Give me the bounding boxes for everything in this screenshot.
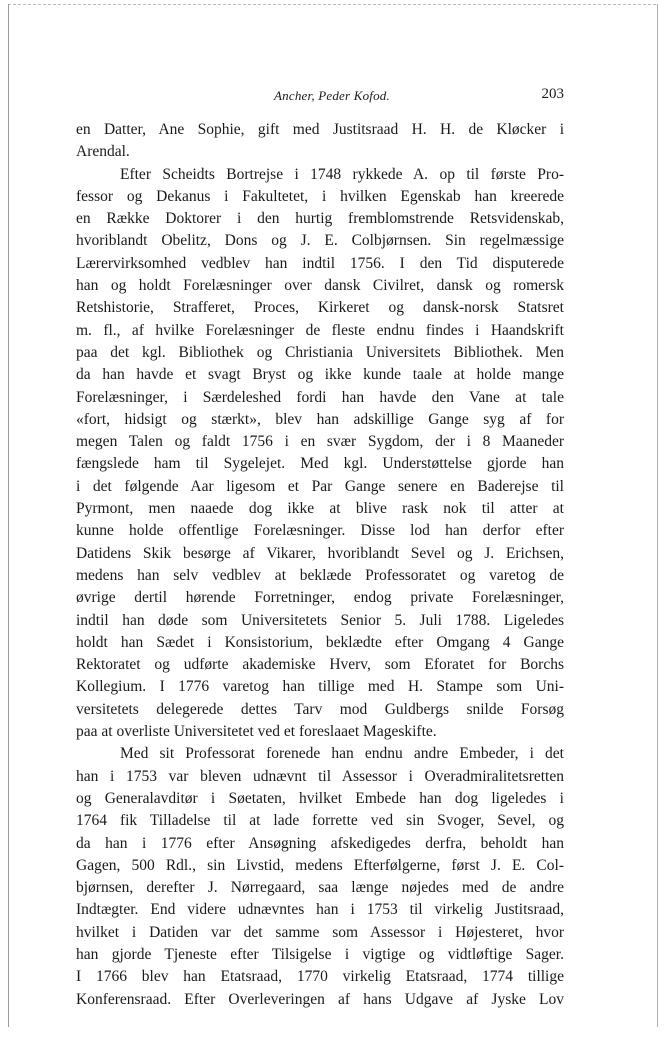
page-number: 203 [541, 86, 564, 102]
text-line: Gagen, 500 Rdl., sin Livstid, medens Efterfølgerne, først J. E. Col- [76, 856, 564, 874]
text-line: kunne holde offentlige Forelæsninger. Disse lod han derfor efter [76, 522, 564, 540]
text-line: Efter Scheidts Bortrejse i 1748 rykkede A. op til første Pro- [120, 165, 564, 183]
text-line: hvilket i Datiden var det samme som Assessor i Højesteret, hvor [76, 923, 564, 941]
text-line: paa at overliste Universitetet ved et foreslaaet Mageskifte. [76, 723, 437, 741]
text-line: han i 1753 var bleven udnævnt til Assessor i Overadmiralitetsretten [76, 767, 564, 785]
text-line: Indtægter. End videre udnævntes han i 1753 til virkelig Justitsraad, [76, 901, 564, 919]
page-top-edge [8, 4, 656, 6]
page-right-edge [657, 4, 658, 1027]
text-line: øvrige dertil hørende Forretninger, endog private Forelæsninger, [76, 589, 564, 607]
text-line: Pyrmont, men naaede dog ikke at blive rask nok til atter at [76, 500, 564, 518]
text-line: da han havde et svagt Bryst og ikke kunde taale at holde mange [76, 366, 564, 384]
text-line: indtil han døde som Universitetets Senior 5. Juli 1788. Ligeledes [76, 611, 564, 629]
text-line: Med sit Professorat forenede han endnu andre Embeder, i det [120, 745, 564, 763]
text-line: bjørnsen, derefter J. Nørregaard, saa længe nøjedes med de andre [76, 879, 564, 897]
text-line: megen Talen og faldt 1756 i en svær Sygdom, der i 8 Maaneder [76, 433, 564, 451]
text-line: m. fl., af hvilke Forelæsninger de fleste endnu findes i Haandskrift [76, 321, 564, 339]
text-line: Lærervirksomhed vedblev han indtil 1756. I den Tid disputerede [76, 254, 564, 272]
text-line: medens han selv vedblev at beklæde Professoratet og varetog de [76, 566, 564, 584]
text-line: Kollegium. I 1776 varetog han tillige med H. Stampe som Uni- [76, 678, 564, 696]
text-line: 1764 fik Tilladelse til at lade forrette ved sin Svoger, Sevel, og [76, 812, 564, 830]
page-left-edge [8, 4, 9, 1027]
text-line: Retshistorie, Strafferet, Proces, Kirkeret og dansk-norsk Statsret [76, 299, 564, 317]
text-line: holdt han Sædet i Konsistorium, beklædte efter Omgang 4 Gange [76, 633, 564, 651]
text-line: paa det kgl. Bibliothek og Christiania Universitets Bibliothek. Men [76, 343, 564, 361]
text-line: Forelæsninger, i Særdeleshed fordi han havde den Vane at tale [76, 388, 564, 406]
text-line: Rektoratet og udførte akademiske Hverv, som Eforatet for Borchs [76, 656, 564, 674]
text-line: hvoriblandt Obelitz, Dons og J. E. Colbjørnsen. Sin regelmæssige [76, 232, 564, 250]
text-line: versitetets delegerede dettes Tarv mod Guldbergs snilde Forsøg [76, 700, 564, 718]
text-line: Arendal. [76, 143, 130, 161]
text-line: Konferensraad. Efter Overleveringen af hans Udgave af Jyske Lov [76, 990, 564, 1008]
text-line: fængslede ham til Sygelejet. Med kgl. Understøttelse gjorde han [76, 455, 564, 473]
text-line: han og holdt Forelæsninger over dansk Civilret, dansk og romersk [76, 277, 564, 295]
text-line: en Datter, Ane Sophie, gift med Justitsraad H. H. de Kløcker i [76, 121, 564, 138]
body-text [76, 119, 564, 1011]
page-header [76, 86, 588, 106]
text-line: I 1766 blev han Etatsraad, 1770 virkelig Etatsraad, 1774 tillige [76, 968, 564, 986]
text-line: «fort, hidsigt og stærkt», blev han adskillige Gange syg af for [76, 410, 564, 428]
text-line: da han i 1776 efter Ansøgning afskedigedes derfra, beholdt han [76, 834, 564, 852]
text-line: i det følgende Aar ligesom et Par Gange senere en Baderejse til [76, 477, 564, 495]
text-line: fessor og Dekanus i Fakultetet, i hvilken Egenskab han kreerede [76, 187, 564, 205]
running-head: Ancher, Peder Kofod. [274, 88, 390, 103]
text-line: en Række Doktorer i den hurtig fremblomstrende Retsvidenskab, [76, 210, 564, 228]
text-line: og Generalavditør i Søetaten, hvilket Embede han dog ligeledes i [76, 789, 564, 807]
text-line: han gjorde Tjeneste efter Tilsigelse i vigtige og vidtløftige Sager. [76, 945, 564, 963]
text-line: Datidens Skik besørge af Vikarer, hvoriblandt Sevel og J. Erichsen, [76, 544, 564, 562]
